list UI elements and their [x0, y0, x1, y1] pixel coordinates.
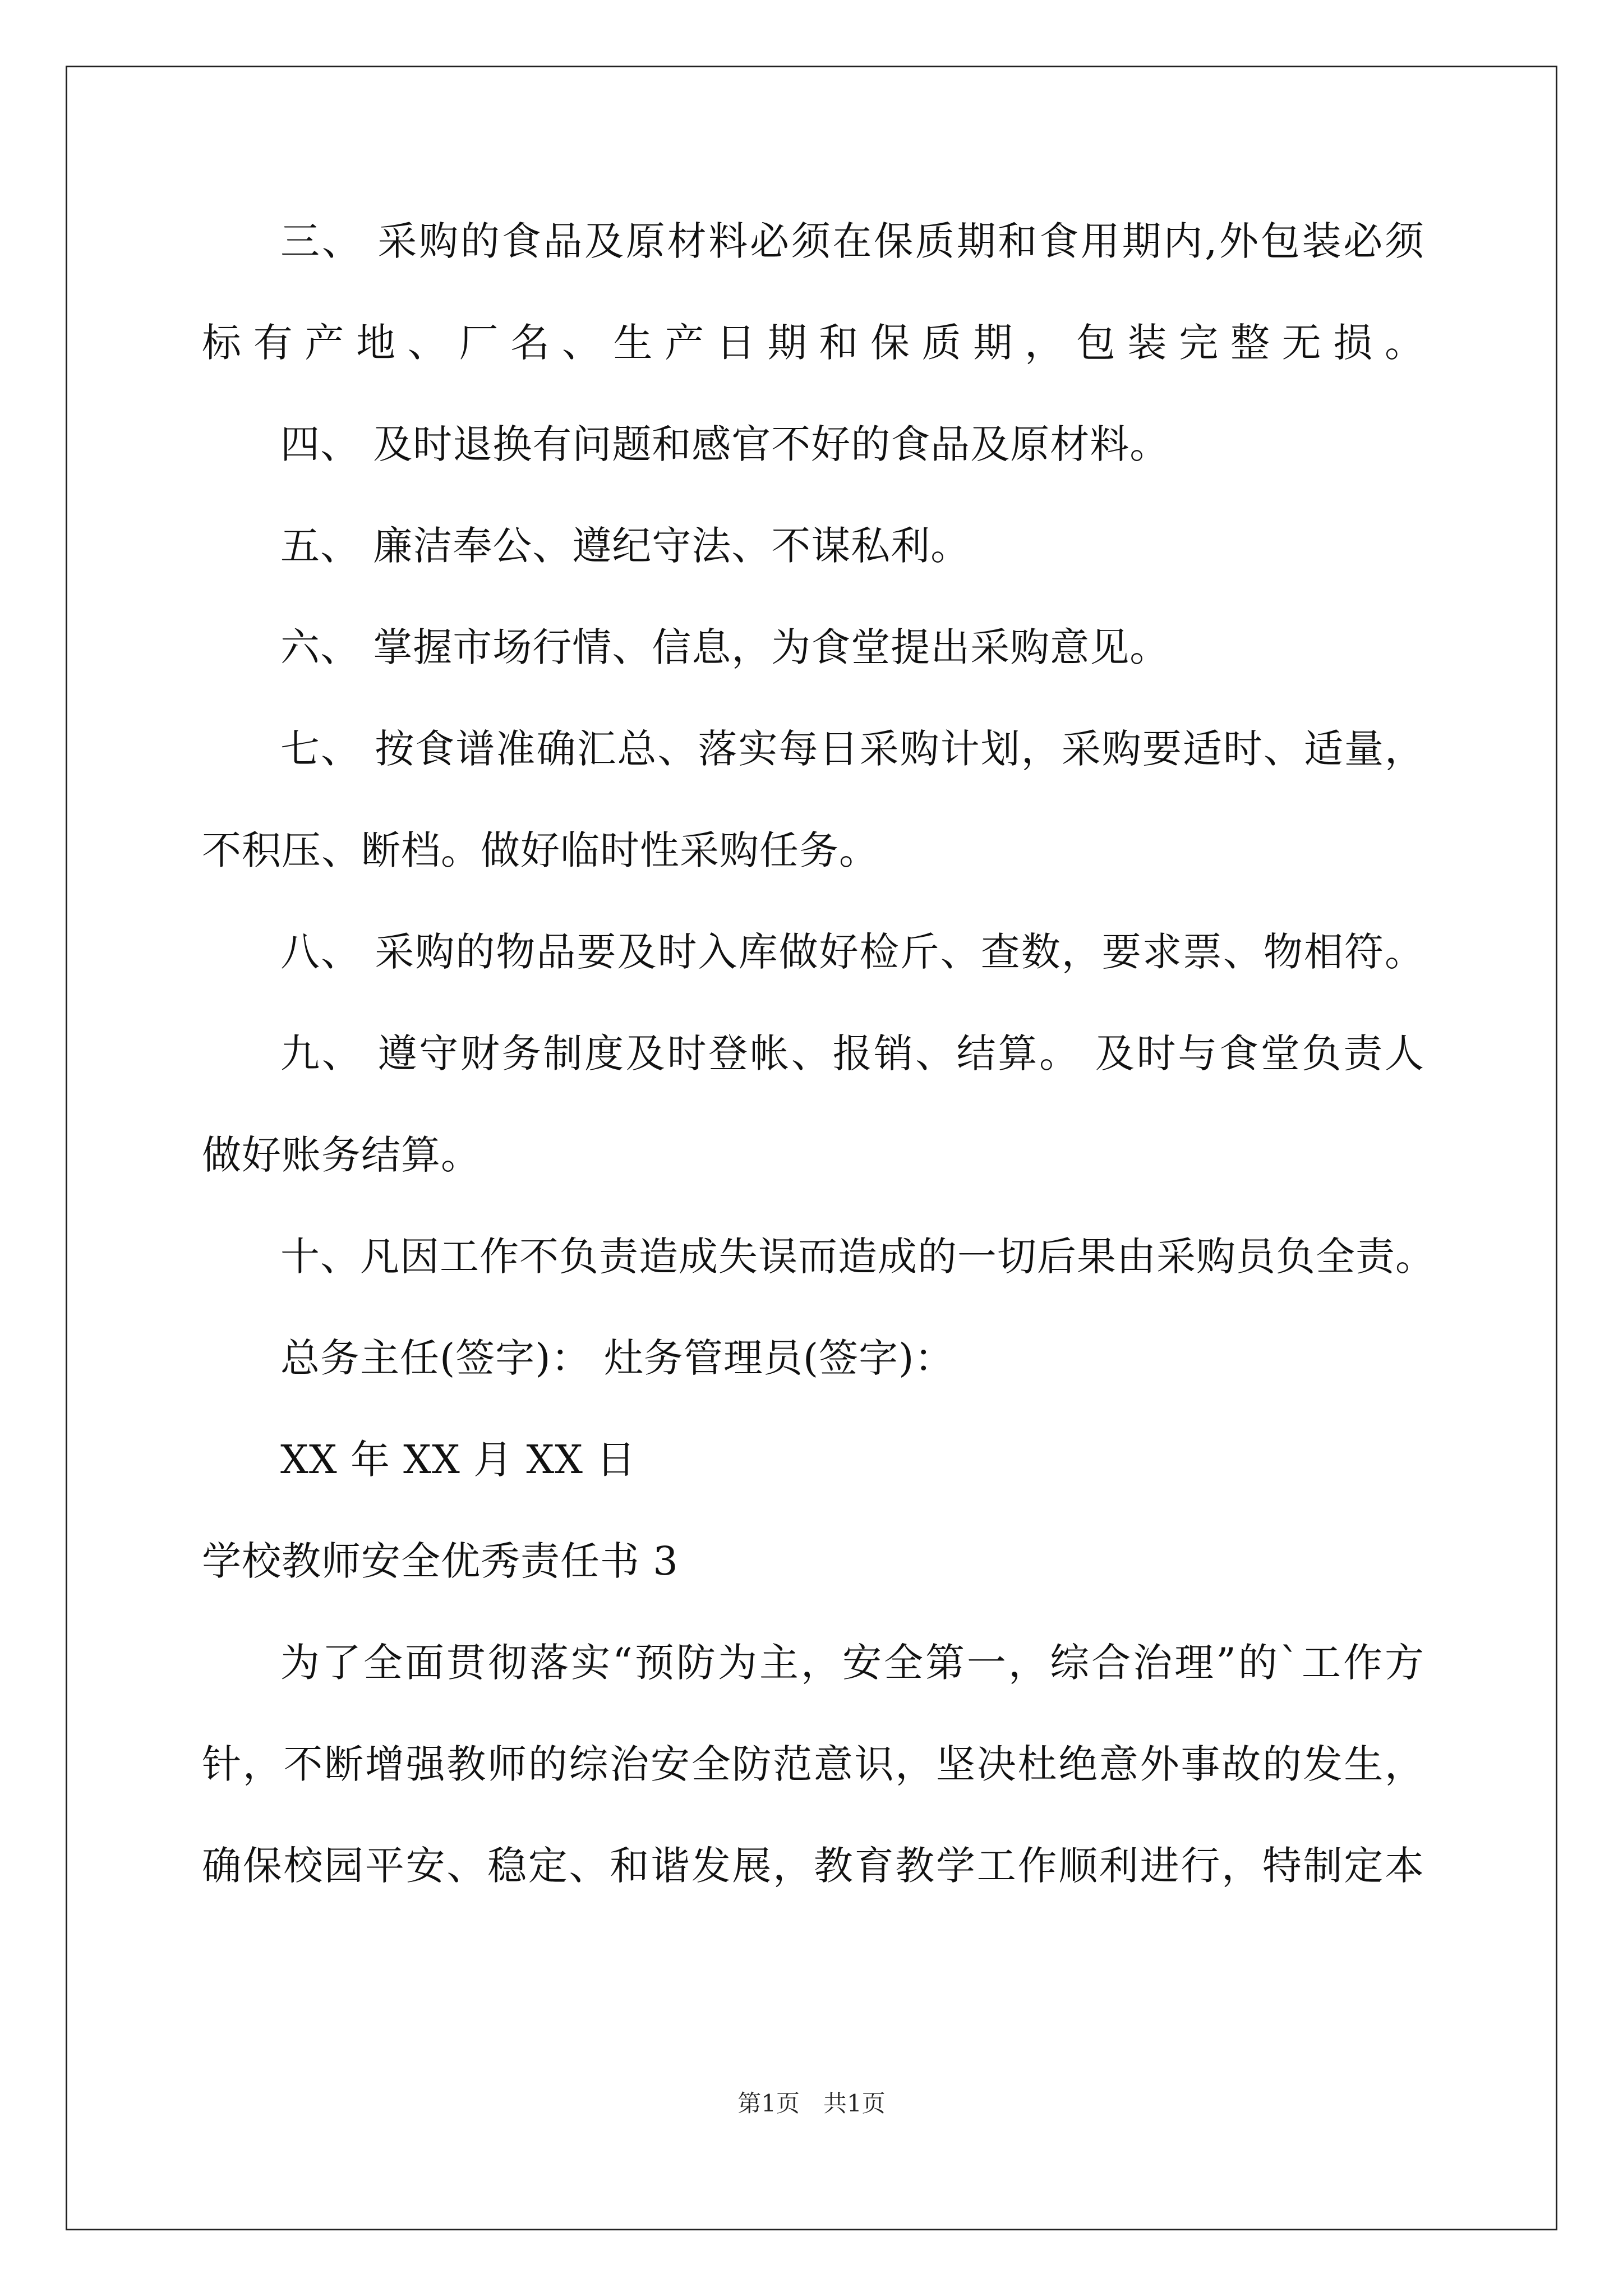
paragraph-line: 标有产地、厂名、生产日期和保质期，包装完整无损。: [202, 320, 1424, 366]
paragraph-line: 九、 遵守财务制度及时登帐、报销、结算。 及时与食堂负责人: [280, 1030, 1424, 1076]
date-line: XX 年 XX 月 XX 日: [280, 1437, 637, 1483]
paragraph-line: 五、 廉洁奉公、遵纪守法、不谋私利。: [280, 523, 971, 569]
section-heading: 学校教师安全优秀责任书 3: [202, 1538, 679, 1584]
paragraph-line: 为了全面贯彻落实“预防为主，安全第一，综合治理”的`工作方: [280, 1640, 1424, 1686]
paragraph-line: 不积压、断档。做好临时性采购任务。: [202, 827, 879, 873]
paragraph-line: 六、 掌握市场行情、信息，为食堂提出采购意见。: [280, 624, 1170, 670]
paragraph-line: 三、 采购的食品及原材料必须在保质期和食用期内,外包装必须: [280, 218, 1424, 264]
signature-line: 总务主任(签字)： 灶务管理员(签字)：: [280, 1335, 955, 1381]
paragraph-line: 四、 及时退换有问题和感官不好的食品及原材料。: [280, 421, 1170, 467]
paragraph-line: 七、 按食谱准确汇总、落实每日采购计划，采购要适时、适量，: [280, 726, 1424, 772]
paragraph-line: 针，不断增强教师的综治安全防范意识，坚决杜绝意外事故的发生，: [202, 1741, 1424, 1787]
paragraph-line: 八、 采购的物品要及时入库做好检斤、查数，要求票、物相符。: [280, 929, 1424, 975]
paragraph-line: 十、凡因工作不负责造成失误而造成的一切后果由采购员负全责。: [280, 1234, 1435, 1280]
page-number: 第1页 共1页: [737, 2090, 886, 2117]
paragraph-line: 确保校园平安、稳定、和谐发展，教育教学工作顺利进行，特制定本: [202, 1843, 1424, 1889]
paragraph-line: 做好账务结算。: [202, 1132, 481, 1178]
